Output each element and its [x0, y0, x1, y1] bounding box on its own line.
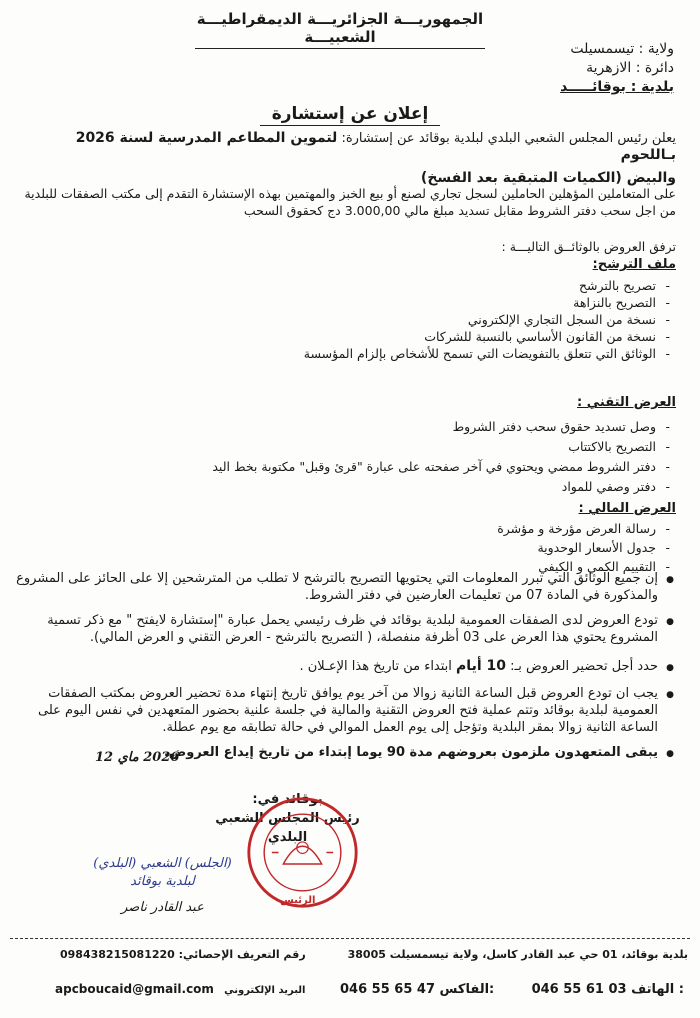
list-item: - تصريح بالترشح	[16, 277, 670, 294]
list-item: - دفتر الشروط ممضي ويحتوي في آخر صفحته على عبارة "قرئ وقبل" مكتوبة بخط اليد	[16, 457, 670, 477]
phone-number: 046 55 61 03	[531, 982, 627, 997]
fax-label: الفاكس:	[439, 982, 495, 997]
list-item: - التصريح بالنزاهة	[16, 294, 670, 311]
handwritten-line-1: (الجلس) الشعبي (البلدي)	[93, 856, 232, 871]
list-item: - نسخة من السجل التجاري الإلكتروني	[16, 311, 670, 328]
page-title: إعلان عن إستشارة	[260, 104, 440, 126]
conditions-section	[16, 570, 676, 767]
signature-place: بوقائد في:	[252, 792, 323, 807]
daira-line: دائرة : الازهرية	[586, 60, 674, 76]
conditions-list	[16, 570, 676, 761]
deadline-text: حدد أجل تحضير العروض بـ:	[505, 659, 658, 674]
handwritten-line-2: لبلدية بوقائد	[130, 874, 195, 889]
candidature-list	[16, 277, 676, 362]
deadline-days: 10 أيام	[456, 658, 506, 674]
handwritten-line-3: عبد القادر ناصر	[121, 900, 204, 915]
intro-paragraph	[16, 130, 676, 187]
technical-title: العرض التقني :	[577, 395, 676, 410]
commune-line: بلدية : بوقائـــــد	[560, 79, 674, 95]
deadline-suffix: ابتداء من تاريخ هذا الإعـلان .	[299, 659, 457, 674]
republic-header: الجمهوريـــة الجزائريـــة الديمقراطيـــة الشعبيـــة	[195, 10, 485, 49]
date-handwritten: 2026 ماي 12	[95, 750, 180, 765]
list-item: - نسخة من القانون الأساسي بالنسبة للشركات	[16, 328, 670, 345]
footer-divider	[10, 938, 690, 939]
intro-line-1	[16, 130, 676, 164]
technical-section	[16, 394, 676, 497]
intro-bold-text: لتموين المطاعم المدرسية لسنة 2026 بـاللحوم	[75, 130, 676, 163]
administrative-header	[474, 40, 674, 97]
intro-normal-text: يعلن رئيس المجلس الشعبي البلدي لبلدية بوقائد عن إستشارة:	[337, 131, 676, 146]
email-address: apcboucaid@gmail.com	[55, 982, 214, 996]
list-item: - وصل تسديد حقوق سحب دفتر الشروط	[16, 417, 670, 437]
footer-fax	[340, 982, 494, 997]
financial-list	[16, 519, 676, 576]
financial-section	[16, 500, 676, 576]
list-item: - التقييم الكمي و الكيفي	[16, 557, 670, 576]
list-item: - رسالة العرض مؤرخة و مؤشرة	[16, 519, 670, 538]
technical-list	[16, 417, 676, 497]
eligibility-paragraph: على المتعاملين المؤهلين الحاملين لسجل تجاري لصنع أو بيع الخبز والمهتمين بهذه الإستشارة التقدم إلى مكتب الصفقات للبلدية من اجل سحب دفتر الشروط مقابل تسديد مبلغ مالي 3.000,00 دج كحقوق السحب	[24, 186, 676, 218]
handwritten-signature	[80, 855, 245, 917]
wilaya-line: ولاية : تيسمسيلت	[570, 41, 674, 57]
stamp-label: الرئيس	[280, 895, 316, 906]
condition-item	[16, 658, 676, 675]
list-item: - الوثائق التي تتعلق بالتفويضات التي تسمح للأشخاص بإلزام المؤسسة	[16, 345, 670, 362]
official-stamp	[245, 795, 360, 910]
condition-item: ● إن جميع الوثائق التي تبرر المعلومات التي يحتويها التصريح بالترشح لا تطلب من المترشحين إلا على الحائز على المشروع والمذكورة في المادة 07 من تعليمات العارضين في دفتر الشروط.	[16, 570, 676, 604]
footer-phone	[532, 982, 684, 997]
condition-item: ● يبقى المتعهدون ملزمون بعروضهم مدة 90 يوما إبتداء من تاريخ إيداع العروض.	[16, 744, 676, 761]
list-item: - دفتر وصفي للمواد	[16, 477, 670, 497]
signature-role: رئيس المجلس الشعبي البلدي	[215, 811, 360, 845]
footer-tax-id: رقم التعريف الإحصائي: 098438215081220	[60, 948, 306, 961]
candidature-title: ملف الترشح:	[592, 257, 676, 272]
list-item: - جدول الأسعار الوحدوية	[16, 538, 670, 557]
fax-number: 046 55 65 47	[340, 982, 435, 997]
email-label: البريد الإلكتروني	[224, 985, 306, 996]
documents-intro: ترفق العروض بالوثائــق التاليـــة :	[501, 239, 676, 254]
condition-item: ● تودع العروض لدى الصفقات العمومية لبلدية بوقائد في ظرف رئيسي يحمل عبارة "إستشارة لايفتح " مع ذكر تسمية المشروع يحتوي هذا العرض على 03 أظرفة منفصلة، ( التصريح بالترشح - العرض التقني و العرض المالي).	[16, 612, 676, 646]
intro-line-2: والبيض (الكميات المتبقية بعد الفسخ)	[420, 170, 676, 186]
phone-label: الهاتف :	[631, 982, 684, 997]
list-item: - التصريح بالاكتتاب	[16, 437, 670, 457]
candidature-section	[16, 256, 676, 362]
footer-address: بلدية بوقائد، 01 حي عبد القادر كاسل، ولاية تيسمسيلت 38005	[347, 948, 688, 961]
condition-item: ● يجب ان تودع العروض قبل الساعة الثانية زوالا من آخر يوم يوافق تاريخ إنتهاء مدة تحضير العروض بمكتب الصفقات العمومية لبلدية بوقائد وتتم عملية فتح العروض التقنية والمالية في جلسة علنية بحضور المتعهدين في نفس اليوم على الساعة الثانية زوالا بمقر البلدية وتؤجل إلى يوم العمل الموالي في حالة تطابقه مع يوم عطلة.	[16, 685, 676, 736]
financial-title: العرض المالي :	[578, 501, 676, 516]
footer-email	[55, 982, 305, 996]
